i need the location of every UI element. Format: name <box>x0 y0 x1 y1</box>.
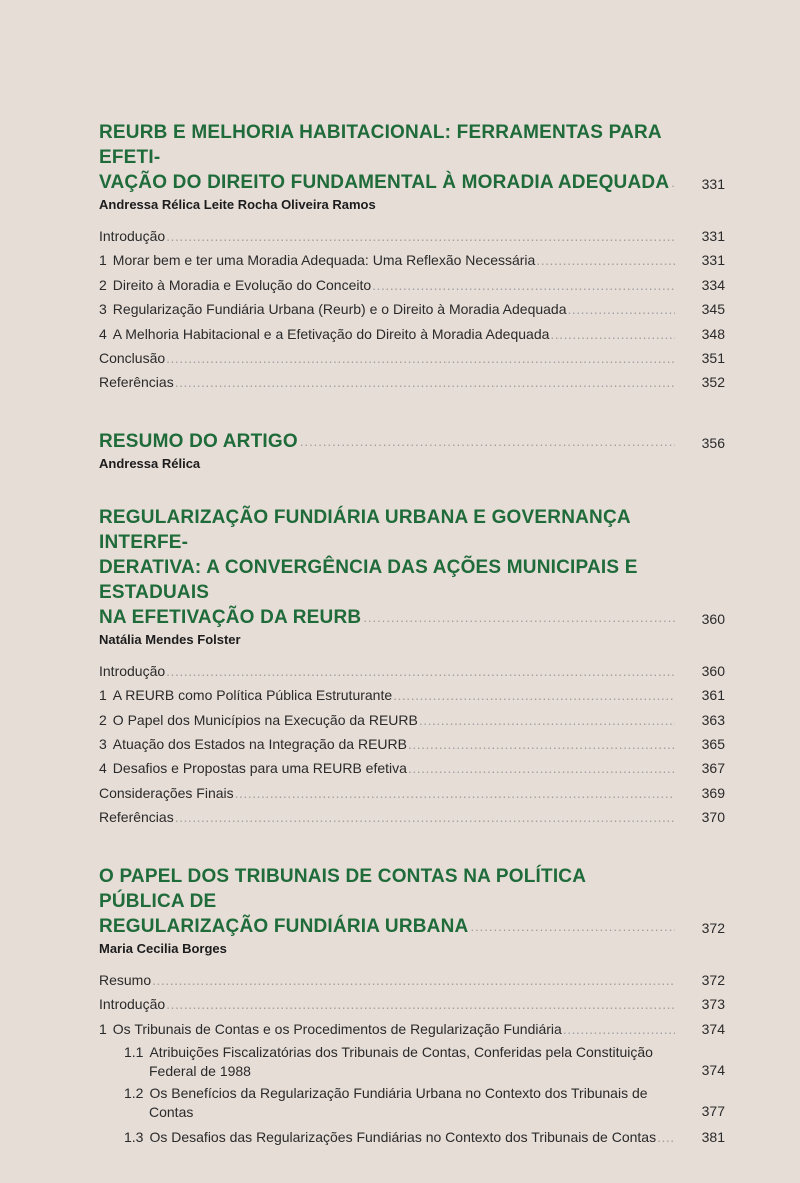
section-page-number: 356 <box>701 434 725 451</box>
entry-page: 369 <box>701 784 725 801</box>
entry-page: 361 <box>701 687 725 704</box>
entry-label: Introdução <box>99 662 166 679</box>
entry-label: O Papel dos Municípios na Execução da REURB <box>112 711 418 728</box>
title-line: REGULARIZAÇÃO FUNDIÁRIA URBANA E GOVERNANÇA INTERFE- <box>99 506 631 553</box>
toc-entry[interactable] <box>99 346 725 370</box>
entry-label: Resumo <box>99 971 152 988</box>
toc-entry[interactable] <box>99 224 725 248</box>
entry-number: 2 <box>99 711 107 728</box>
entry-label: Referências <box>99 374 174 391</box>
toc-section <box>99 864 725 1150</box>
section-page-number: 372 <box>701 919 725 936</box>
section-title-row[interactable] <box>99 120 725 195</box>
entry-number: 1 <box>99 252 107 269</box>
title-line: REURB E MELHORIA HABITACIONAL: FERRAMENTAS PARA EFETI- <box>99 122 662 168</box>
title-line: O PAPEL DOS TRIBUNAIS DE CONTAS NA POLÍTICA PÚBLICA DE <box>99 865 586 912</box>
toc-entry[interactable] <box>99 248 725 272</box>
section-page-number: 331 <box>701 176 725 192</box>
toc-entry[interactable] <box>99 370 725 394</box>
toc-entry[interactable] <box>99 756 725 780</box>
title-line: RESUMO DO ARTIGO ..... <box>99 431 298 452</box>
section-title-row[interactable] <box>99 429 725 454</box>
entry-number: 2 <box>99 276 107 293</box>
toc-entry[interactable] <box>99 968 725 992</box>
section-title <box>99 429 675 454</box>
toc-entry[interactable] <box>99 781 725 805</box>
toc-entry[interactable] <box>99 1017 725 1041</box>
title-line: VAÇÃO DO DIREITO FUNDAMENTAL À MORADIA ADEQUADA ..... <box>99 172 669 193</box>
entry-label: Referências <box>99 809 174 826</box>
entry-label: Introdução <box>99 228 166 244</box>
toc-entry[interactable] <box>99 732 725 756</box>
section-title-row[interactable] <box>99 505 725 630</box>
entry-page: 348 <box>701 325 725 342</box>
toc-section <box>99 505 725 830</box>
entry-page: 345 <box>701 301 725 318</box>
toc-subentry[interactable] <box>99 1084 725 1123</box>
entry-label: Considerações Finais <box>99 784 234 801</box>
entry-page: 381 <box>701 1128 725 1145</box>
entry-number: 1.3 <box>124 1128 144 1145</box>
toc-entry[interactable] <box>99 297 725 321</box>
entry-page: 372 <box>701 971 725 988</box>
toc-section <box>99 429 725 471</box>
entry-number: 3 <box>99 301 107 318</box>
entry-page: 365 <box>701 736 725 753</box>
entry-label: Atuação dos Estados na Integração da REURB <box>112 736 407 753</box>
table-of-contents <box>99 120 725 1183</box>
toc-entry[interactable] <box>99 322 725 346</box>
entry-number: 1.1 <box>124 1043 144 1060</box>
entry-label: Regularização Fundiária Urbana (Reurb) e o Direito à Moradia Adequada <box>112 301 567 318</box>
entry-label-continued: Contas <box>149 1104 194 1121</box>
title-line: DERATIVA: A CONVERGÊNCIA DAS AÇÕES MUNICIPAIS E ESTADUAIS <box>99 556 638 603</box>
toc-entry[interactable] <box>99 805 725 829</box>
section-title <box>99 120 675 195</box>
entry-page: 367 <box>701 760 725 777</box>
title-line: NA EFETIVAÇÃO DA REURB ..... <box>99 607 361 628</box>
toc-entry[interactable] <box>99 683 725 707</box>
entry-label: Os Benefícios da Regularização Fundiária Urbana no Contexto dos Tribunais de <box>149 1084 648 1101</box>
entry-label: Direito à Moradia e Evolução do Conceito <box>112 276 372 293</box>
entry-number: 1.2 <box>124 1084 144 1101</box>
entry-label: Introdução <box>99 996 166 1013</box>
entry-label: Conclusão <box>99 350 166 367</box>
entry-label: A REURB como Política Pública Estruturante <box>112 687 393 704</box>
section-author: Andressa Rélica <box>99 455 201 471</box>
toc-entry[interactable] <box>99 659 725 683</box>
entry-page: 370 <box>701 809 725 826</box>
toc-section <box>99 120 725 395</box>
entry-page: 331 <box>701 228 725 244</box>
entry-number: 1 <box>99 1020 107 1037</box>
entry-page: 351 <box>701 350 725 367</box>
section-author: Natália Mendes Folster <box>99 631 241 647</box>
section-author: Andressa Rélica Leite Rocha Oliveira Ramos <box>99 197 376 212</box>
entry-label: Os Desafios das Regularizações Fundiárias no Contexto dos Tribunais de Contas <box>149 1128 657 1145</box>
entry-page: 373 <box>701 996 725 1013</box>
toc-subentry[interactable] <box>99 1043 725 1082</box>
section-title-row[interactable] <box>99 864 725 939</box>
toc-entry[interactable] <box>99 708 725 732</box>
toc-subentry[interactable] <box>99 1125 725 1149</box>
section-author: Maria Cecilia Borges <box>99 940 227 956</box>
entry-number: 3 <box>99 736 107 753</box>
entry-page: 331 <box>701 252 725 269</box>
entry-page: 377 <box>701 1102 725 1119</box>
section-title <box>99 505 675 630</box>
entry-label: A Melhoria Habitacional e a Efetivação do Direito à Moradia Adequada <box>112 325 550 342</box>
entry-page: 374 <box>701 1061 725 1078</box>
entry-page: 334 <box>701 276 725 293</box>
title-line: REGULARIZAÇÃO FUNDIÁRIA URBANA ..... <box>99 916 468 937</box>
entry-label: Os Tribunais de Contas e os Procedimentos de Regularização Fundiária <box>112 1020 562 1037</box>
entry-label-continued: Federal de 1988 <box>149 1063 251 1080</box>
section-page-number: 360 <box>701 610 725 627</box>
entry-label: Desafios e Propostas para uma REURB efetiva <box>112 760 407 777</box>
section-title <box>99 864 675 939</box>
toc-entry[interactable] <box>99 273 725 297</box>
entry-page: 360 <box>701 662 725 679</box>
entry-label: Atribuições Fiscalizatórias dos Tribunais de Contas, Conferidas pela Constituição <box>149 1043 653 1060</box>
entry-number: 4 <box>99 760 107 777</box>
entry-number: 1 <box>99 687 107 704</box>
entry-page: 374 <box>701 1020 725 1037</box>
entry-page: 363 <box>701 711 725 728</box>
entry-label: Morar bem e ter uma Moradia Adequada: Uma Reflexão Necessária <box>112 252 536 269</box>
entry-number: 4 <box>99 325 107 342</box>
entry-page: 352 <box>701 374 725 391</box>
toc-entry[interactable] <box>99 992 725 1016</box>
